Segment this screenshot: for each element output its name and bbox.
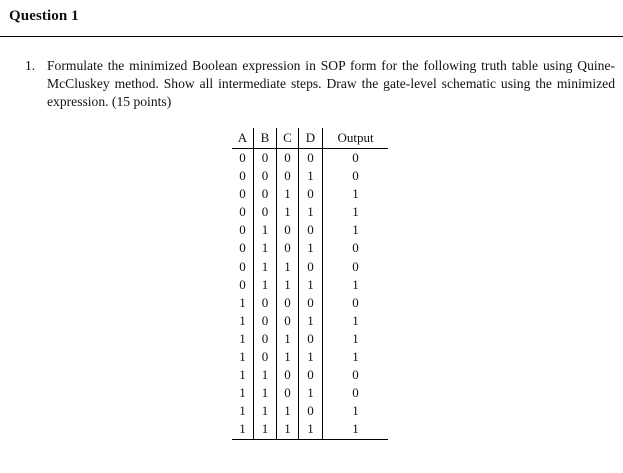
table-row (232, 167, 388, 185)
cell-d: 1 (299, 276, 323, 294)
cell-c: 1 (277, 276, 299, 294)
cell-b: 1 (254, 366, 277, 384)
cell-c: 1 (277, 203, 299, 221)
cell-output: 1 (352, 403, 359, 419)
table-row (232, 203, 388, 221)
cell-b: 1 (254, 402, 277, 420)
table-row (232, 384, 388, 402)
cell-c: 1 (277, 348, 299, 366)
cell-a: 1 (232, 330, 254, 348)
cell-a: 1 (232, 294, 254, 312)
header-b: B (254, 128, 277, 149)
cell-a: 0 (232, 258, 254, 276)
cell-d: 1 (299, 239, 323, 257)
truth-table-body (232, 149, 388, 440)
cell-output: 1 (352, 204, 359, 220)
cell-d: 0 (299, 258, 323, 276)
cell-output: 0 (352, 367, 359, 383)
cell-output: 1 (352, 349, 359, 365)
cell-d: 0 (299, 294, 323, 312)
truth-table-header-row (232, 128, 388, 149)
cell-a: 0 (232, 221, 254, 239)
question-block (25, 57, 615, 111)
cell-output: 1 (323, 420, 389, 439)
cell-a: 0 (232, 239, 254, 257)
cell-c: 0 (277, 149, 299, 168)
cell-c: 0 (277, 366, 299, 384)
cell-b: 1 (254, 221, 277, 239)
cell-b: 0 (254, 348, 277, 366)
cell-b: 1 (254, 258, 277, 276)
table-row (232, 258, 388, 276)
cell-a: 0 (232, 167, 254, 185)
header-c: C (277, 128, 299, 149)
table-row (232, 276, 388, 294)
cell-b: 1 (254, 239, 277, 257)
cell-d: 0 (299, 149, 323, 168)
cell-output: 1 (352, 222, 359, 238)
cell-c: 0 (277, 221, 299, 239)
cell-output: 0 (352, 240, 359, 256)
cell-a: 1 (232, 402, 254, 420)
question-text: Formulate the minimized Boolean expression in SOP form for the following truth table using Quine-McCluskey method. Show all intermediate steps. Draw the gate-level schematic using the minimized expression. (15 points) (47, 58, 615, 109)
header-output: Output (323, 128, 389, 149)
cell-c: 1 (277, 185, 299, 203)
cell-output: 1 (352, 330, 359, 346)
cell-d: 1 (299, 384, 323, 402)
table-row (232, 239, 388, 257)
cell-c: 1 (277, 330, 299, 348)
cell-output: 1 (352, 312, 359, 328)
cell-d: 0 (299, 185, 323, 203)
table-row (232, 348, 388, 366)
cell-d: 0 (299, 221, 323, 239)
cell-d: 1 (299, 167, 323, 185)
cell-a: 0 (232, 203, 254, 221)
cell-b: 0 (254, 203, 277, 221)
cell-d: 1 (299, 420, 323, 439)
cell-d: 1 (299, 348, 323, 366)
heading-divider (0, 36, 623, 37)
cell-output: 0 (352, 294, 359, 310)
cell-d: 0 (299, 366, 323, 384)
table-row (232, 149, 388, 168)
cell-d: 1 (299, 203, 323, 221)
cell-b: 1 (254, 420, 277, 439)
cell-output: 0 (352, 385, 359, 401)
cell-c: 0 (277, 294, 299, 312)
header-d: D (299, 128, 323, 149)
header-a: A (232, 128, 254, 149)
cell-c: 1 (277, 258, 299, 276)
cell-a: 1 (232, 420, 254, 439)
cell-a: 0 (232, 149, 254, 168)
cell-output: 1 (352, 276, 359, 292)
table-row (232, 221, 388, 239)
question-number: 1. (25, 58, 36, 73)
cell-output: 0 (352, 258, 359, 274)
table-row (232, 312, 388, 330)
truth-table (232, 128, 388, 440)
table-row (232, 420, 388, 439)
cell-b: 0 (254, 167, 277, 185)
cell-b: 0 (254, 312, 277, 330)
cell-a: 1 (232, 366, 254, 384)
table-row (232, 294, 388, 312)
table-row (232, 330, 388, 348)
cell-output: 0 (352, 168, 359, 184)
cell-c: 0 (277, 167, 299, 185)
cell-c: 1 (277, 420, 299, 439)
cell-a: 1 (232, 312, 254, 330)
cell-b: 1 (254, 384, 277, 402)
cell-d: 0 (299, 402, 323, 420)
cell-c: 0 (277, 312, 299, 330)
cell-b: 1 (254, 276, 277, 294)
cell-b: 0 (254, 330, 277, 348)
cell-d: 1 (299, 312, 323, 330)
cell-c: 0 (277, 384, 299, 402)
cell-a: 1 (232, 348, 254, 366)
cell-c: 0 (277, 239, 299, 257)
table-row (232, 402, 388, 420)
cell-b: 0 (254, 185, 277, 203)
cell-b: 0 (254, 149, 277, 168)
question-heading: Question 1 (9, 8, 79, 24)
cell-output: 1 (352, 186, 359, 202)
cell-a: 0 (232, 276, 254, 294)
table-row (232, 185, 388, 203)
cell-b: 0 (254, 294, 277, 312)
cell-d: 0 (299, 330, 323, 348)
cell-c: 1 (277, 402, 299, 420)
cell-a: 1 (232, 384, 254, 402)
table-row (232, 366, 388, 384)
cell-output: 0 (352, 150, 359, 165)
cell-a: 0 (232, 185, 254, 203)
